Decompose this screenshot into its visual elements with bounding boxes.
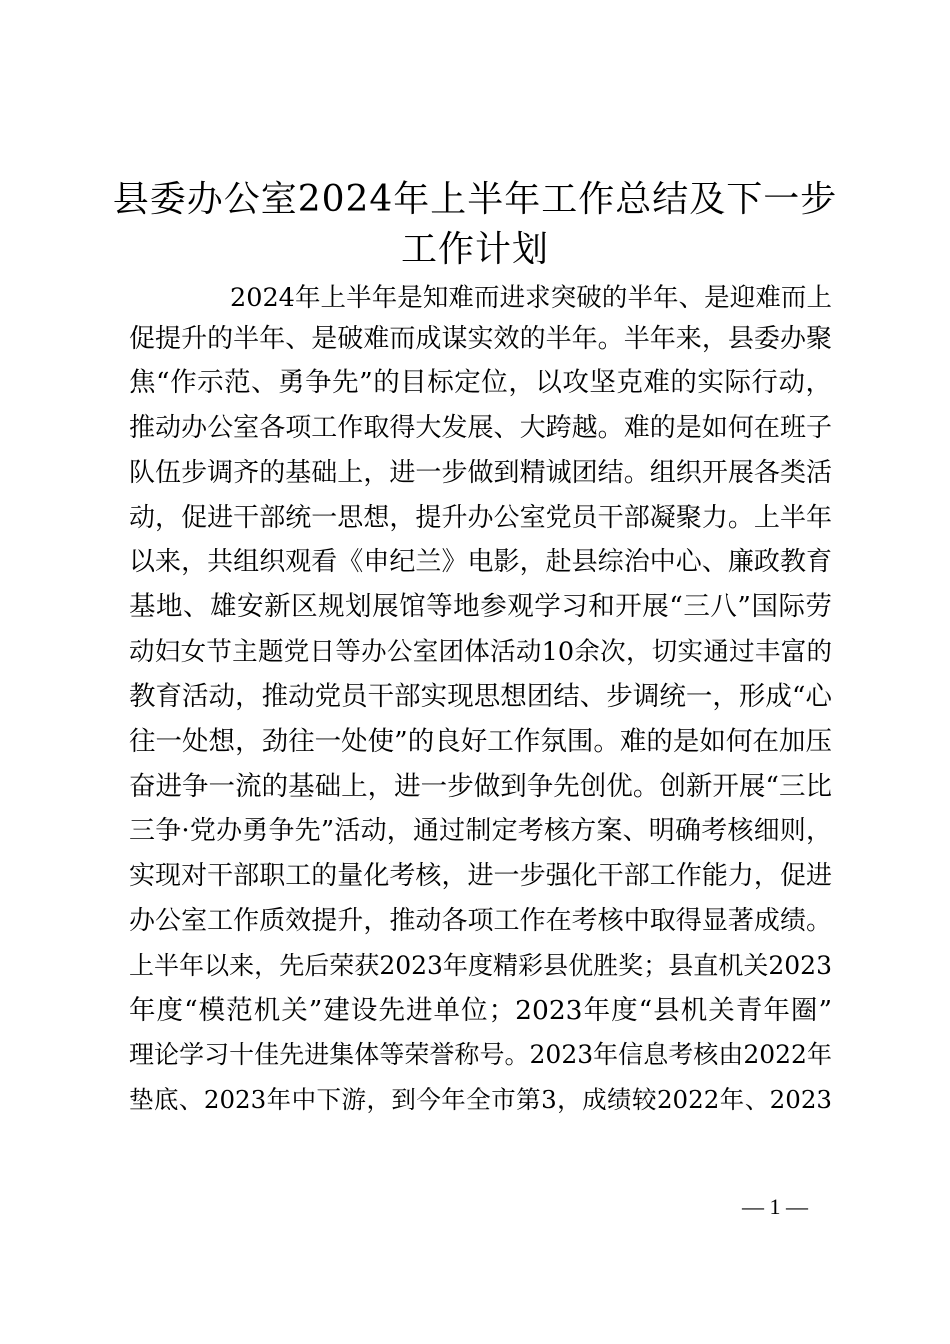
body-line-4: 推动办公室各项工作取得大发展、大跨越。难的是如何在班子 (129, 413, 832, 443)
body-line-3: 焦“作示范、勇争先”的目标定位，以攻坚克难的实际行动， (129, 367, 832, 398)
body-line-1: 2024年上半年是知难而进求突破的半年、是迎难而上 (230, 283, 832, 313)
body-line-14: 实现对干部职工的量化考核，进一步强化干部工作能力，促进 (129, 861, 832, 891)
body-line-7: 以来，共组织观看《申纪兰》电影，赴县综治中心、廉政教育 (129, 547, 832, 577)
body-line-18: 理论学习十佳先进集体等荣誉称号。2023年信息考核由2022年 (129, 1040, 832, 1069)
body-line-9: 动妇女节主题党日等办公室团体活动10余次，切实通过丰富的 (129, 637, 832, 667)
page-number: — 1 — (742, 1194, 808, 1219)
body-line-16: 上半年以来，先后荣获2023年度精彩县优胜奖；县直机关2023 (129, 951, 832, 980)
body-line-13: 三争·党办勇争先”活动，通过制定考核方案、明确考核细则， (129, 816, 832, 846)
body-line-8: 基地、雄安新区规划展馆等地参观学习和开展“三八”国际劳 (129, 591, 832, 622)
body-line-5: 队伍步调齐的基础上，进一步做到精诚团结。组织开展各类活 (129, 458, 832, 488)
body-line-11: 往一处想，劲往一处使”的良好工作氛围。难的是如何在加压 (129, 726, 832, 757)
body-line-10: 教育活动，推动党员干部实现思想团结、步调统一，形成“心 (129, 681, 832, 712)
document-title-line-2: 工作计划 (400, 229, 549, 270)
body-line-19: 垫底、2023年中下游，到今年全市第3，成绩较2022年、2023 (129, 1085, 832, 1114)
body-line-15: 办公室工作质效提升，推动各项工作在考核中取得显著成绩。 (129, 906, 832, 936)
body-line-12: 奋进争一流的基础上，进一步做到争先创优。创新开展“三比 (129, 771, 832, 802)
body-line-6: 动，促进干部统一思想，提升办公室党员干部凝聚力。上半年 (129, 503, 832, 533)
body-line-2: 促提升的半年、是破难而成谋实效的半年。半年来，县委办聚 (129, 324, 832, 354)
body-line-17: 年度“模范机关”建设先进单位；2023年度“县机关青年圈” (129, 995, 832, 1026)
document-title-line-1: 县委办公室2024年上半年工作总结及下一步 (112, 179, 838, 220)
